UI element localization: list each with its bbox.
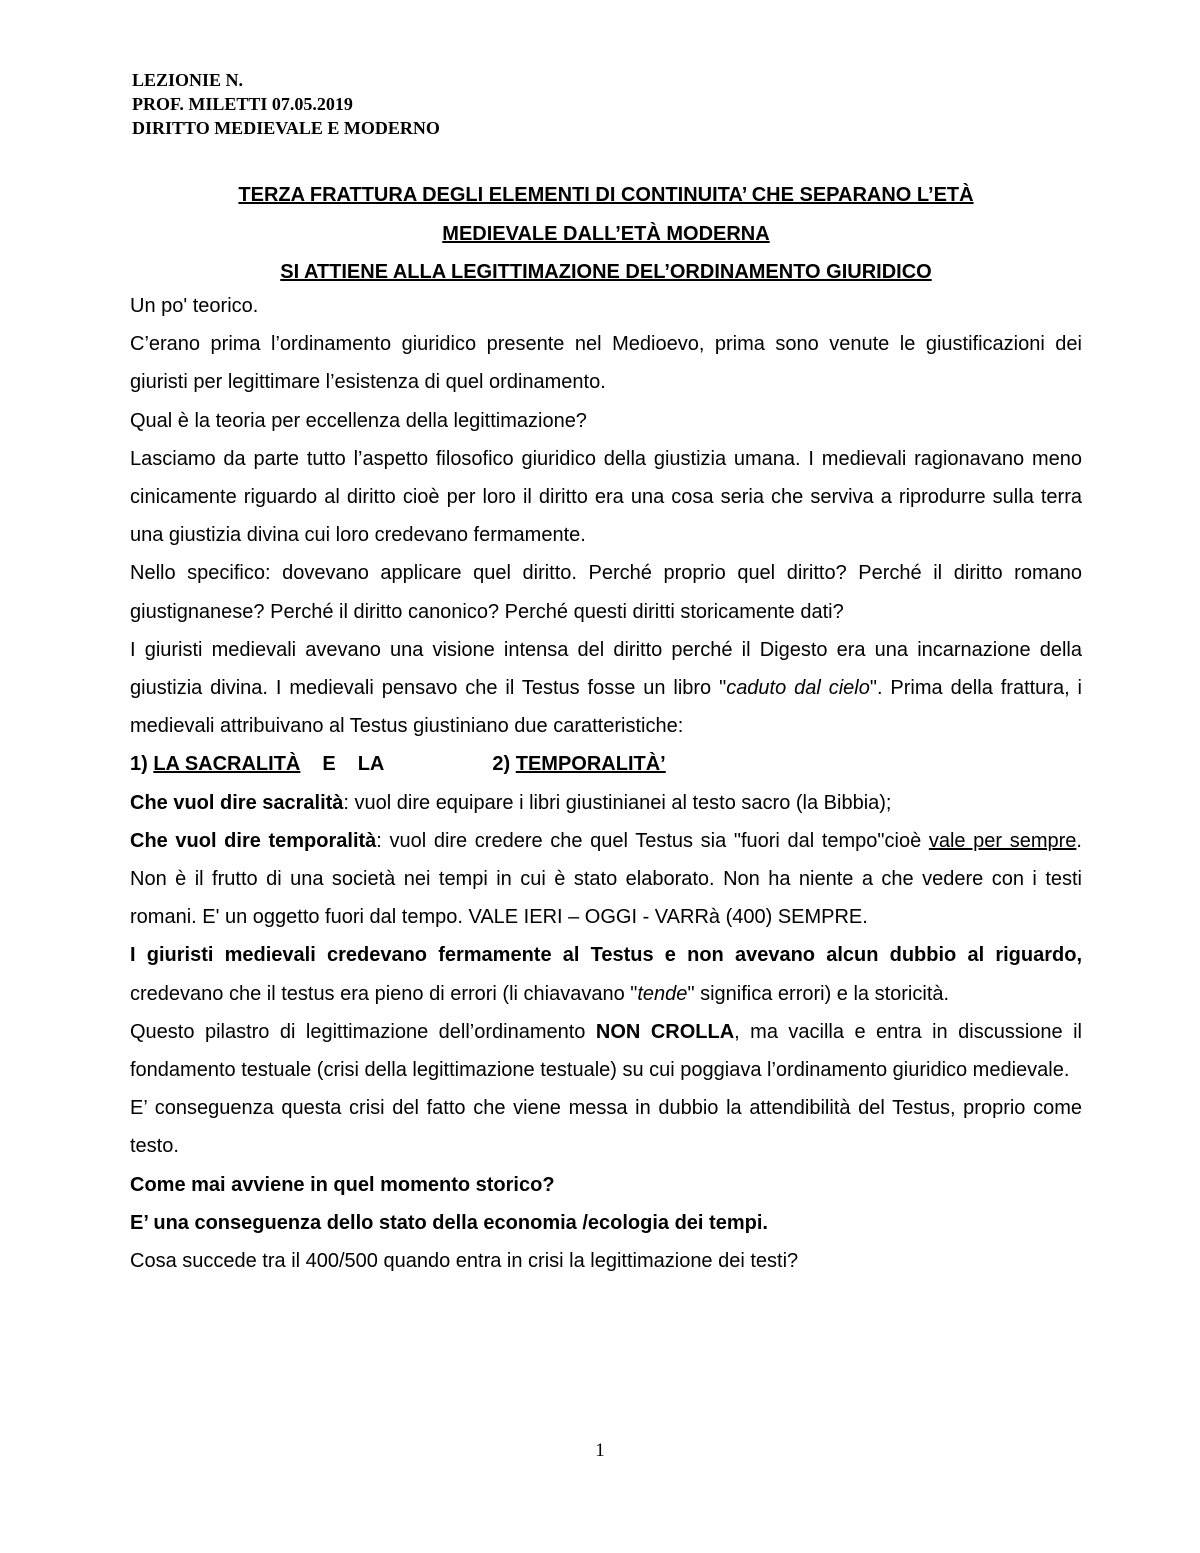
list-article: LA xyxy=(357,753,385,776)
text-run: I giuristi medievali avevano una visione intensa del diritto perché il Digesto era una incarnazione della giustizia divina. I medievali pensavo che il Testus fosse un libro " xyxy=(130,638,1082,700)
title-line-2: MEDIEVALE DALL’ETÀ MODERNA xyxy=(442,222,770,245)
italic-quote: caduto dal cielo xyxy=(726,677,870,700)
bold-statement: I giuristi medievali credevano fermamente al Testus e non avevano alcun dubbio al riguardo, xyxy=(130,944,1082,967)
list-item-temporalita: TEMPORALITÀ’ xyxy=(515,753,666,776)
characteristics-list xyxy=(130,745,1082,783)
paragraph: C’erano prima l’ordinamento giuridico presente nel Medioevo, prima sono venute le giustificazioni dei giuristi per legittimare l’esistenza di quel ordinamento. xyxy=(130,333,1082,394)
text-run: : vuol dire credere che quel Testus sia "fuori dal tempo"cioè xyxy=(376,829,929,852)
bold-term: NON CROLLA xyxy=(595,1020,735,1043)
bold-term: Che vuol dire temporalità xyxy=(130,829,377,852)
bold-term: Che vuol dire sacralità xyxy=(130,791,344,814)
paragraph xyxy=(130,936,1082,1012)
text-run: ". Prima della frattura, i medievali attribuivano al Testus giustiniano due caratteristiche: xyxy=(130,677,1082,738)
title-line-3: SI ATTIENE ALLA LEGITTIMAZIONE DEL’ORDINAMENTO GIURIDICO xyxy=(280,261,932,283)
text-run: : vuol dire equipare i libri giustinianei al testo sacro (la Bibbia); xyxy=(343,791,892,814)
list-number: 2) xyxy=(492,753,516,776)
italic-quote: tende xyxy=(637,982,688,1005)
paragraph xyxy=(130,822,1082,937)
bold-answer: E’ una conseguenza dello stato della economia /ecologia dei tempi. xyxy=(130,1211,768,1234)
paragraph: Cosa succede tra il 400/500 quando entra in crisi la legittimazione dei testi? xyxy=(130,1250,799,1273)
bold-question: Come mai avviene in quel momento storico? xyxy=(130,1173,555,1196)
paragraph: Nello specifico: dovevano applicare quel diritto. Perché proprio quel diritto? Perché il diritto romano giustignanese? Perché il diritto canonico? Perché questi diritti storicamente dati? xyxy=(130,562,1082,623)
document-title xyxy=(130,176,1082,292)
paragraph: Lasciamo da parte tutto l’aspetto filosofico giuridico della giustizia umana. I medievali ragionavano meno cinicamente riguardo al diritto cioè per loro il diritto era una cosa seria che serviva a riprodurre sulla terra una giustizia divina cui loro credevano fermamente. xyxy=(130,447,1082,547)
paragraph xyxy=(130,1013,1082,1089)
list-item-sacralita: LA SACRALITÀ xyxy=(153,753,301,776)
text-run: , ma vacilla e entra in discussione il fondamento testuale (crisi della legittimazione testuale) su cui poggiava l’ordinamento giuridico medievale. xyxy=(130,1020,1082,1082)
text-run: . Non è il frutto di una società nei tempi in cui è stato elaborato. Non ha niente a che vedere con i testi romani. E' un oggetto fuori dal tempo. VALE IERI – OGGI - VARRà (400) SEMPRE. xyxy=(130,829,1082,929)
header-professor-date: PROF. MILETTI 07.05.2019 xyxy=(132,94,353,114)
lesson-header xyxy=(132,68,440,140)
document-body xyxy=(130,287,1082,1280)
header-lesson-number: LEZIONIE N. xyxy=(132,70,244,90)
page-number: 1 xyxy=(595,1440,605,1461)
paragraph xyxy=(130,631,1082,746)
list-number: 1) xyxy=(130,753,154,776)
paragraph: E’ conseguenza questa crisi del fatto che viene messa in dubbio la attendibilità del Testus, proprio come testo. xyxy=(130,1097,1082,1158)
text-run: " significa errori) e la storicità. xyxy=(687,982,950,1005)
paragraph: Un po' teorico. xyxy=(130,295,259,317)
paragraph: Qual è la teoria per eccellenza della legittimazione? xyxy=(130,409,587,432)
text-run: credevano che il testus era pieno di errori (li chiavavano " xyxy=(130,982,638,1005)
paragraph xyxy=(130,784,1082,822)
text-run: Questo pilastro di legittimazione dell’ordinamento xyxy=(130,1020,596,1043)
title-line-1: TERZA FRATTURA DEGLI ELEMENTI DI CONTINUITA’ CHE SEPARANO L’ETÀ xyxy=(238,184,974,206)
underlined-text: vale per sempre xyxy=(928,829,1077,852)
header-course-name: DIRITTO MEDIEVALE E MODERNO xyxy=(132,118,440,138)
list-conjunction: E xyxy=(322,753,336,776)
